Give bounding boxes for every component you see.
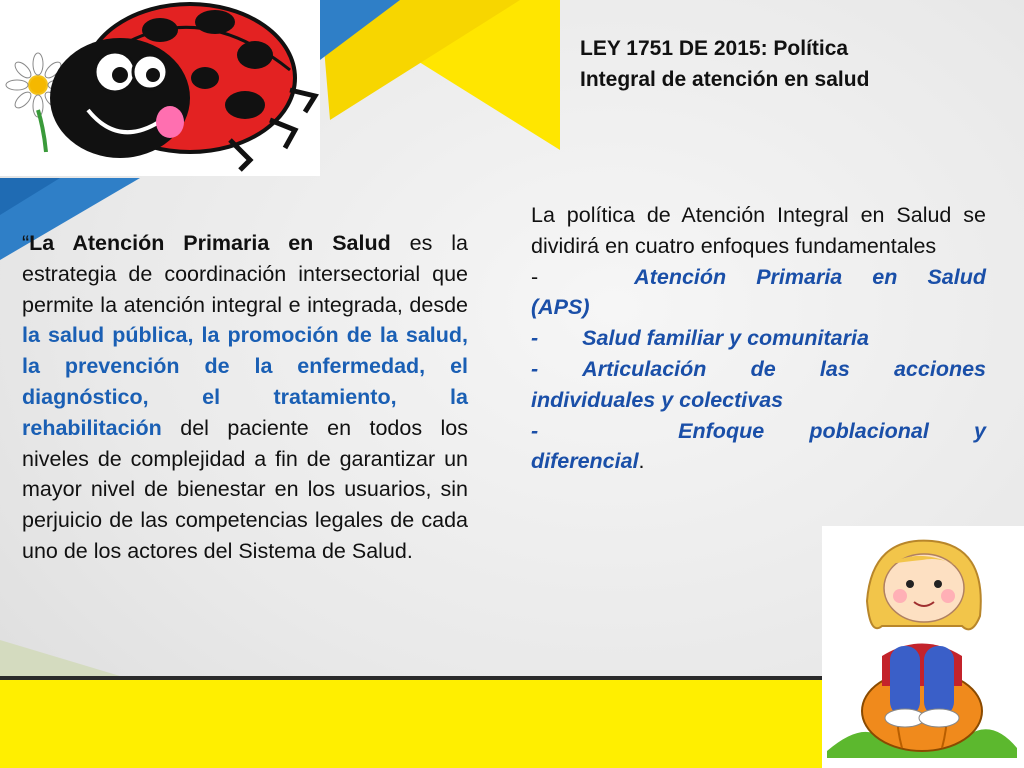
definition-text-2: del paciente en todos los niveles de complejidad a fin de garantizar un mayor nivel de bienestar en los usuarios, sin perjuicio de las competencias legales de cada uno de los actores del Sistema de Salud.: [22, 415, 468, 563]
aps-definition-paragraph: [22, 228, 468, 567]
approaches-block: [531, 200, 986, 477]
child-image: [822, 526, 1024, 768]
dash: -: [531, 418, 539, 443]
approach-text-1: Atención Primaria en Salud: [634, 264, 986, 289]
ladybug-icon: [0, 0, 320, 176]
approach-item-1: [531, 262, 986, 293]
ladybug-image: [0, 0, 320, 176]
dash: -: [531, 356, 539, 381]
title-line-2: Integral de atención en salud: [580, 68, 870, 91]
approach-text-4: Enfoque poblacional y diferencial: [531, 418, 986, 474]
approach-item-2: [531, 323, 986, 354]
dash: -: [531, 264, 539, 289]
aps-term: La Atención Primaria en Salud: [29, 231, 391, 255]
child-on-pumpkin-icon: [822, 526, 1024, 768]
title-line-1: LEY 1751 DE 2015: Política: [580, 37, 849, 60]
approach-item-1-cont: [531, 292, 986, 323]
approach-text-3: Articulación de las acciones individuales y colectivas: [531, 356, 986, 412]
dash: -: [531, 326, 539, 351]
approach-item-4: [531, 416, 986, 478]
approach-text-1-cont: (APS): [531, 295, 590, 320]
highlighted-scope: la salud pública, la promoción de la salud, la prevención de la enfermedad, el diagnóstico, el tratamiento, la rehabilitación: [22, 323, 468, 440]
open-quote: “: [22, 231, 30, 255]
definition-text-1: es la estrategia de coordinación intersectorial que permite la atención integral e integrada, desde: [22, 231, 469, 317]
approach-item-3: [531, 354, 986, 416]
slide-title: [580, 33, 1000, 95]
period: .: [638, 449, 645, 474]
approach-text-2: Salud familiar y comunitaria: [582, 326, 869, 351]
approaches-intro: La política de Atención Integral en Salud se dividirá en cuatro enfoques fundamentales: [531, 203, 986, 258]
